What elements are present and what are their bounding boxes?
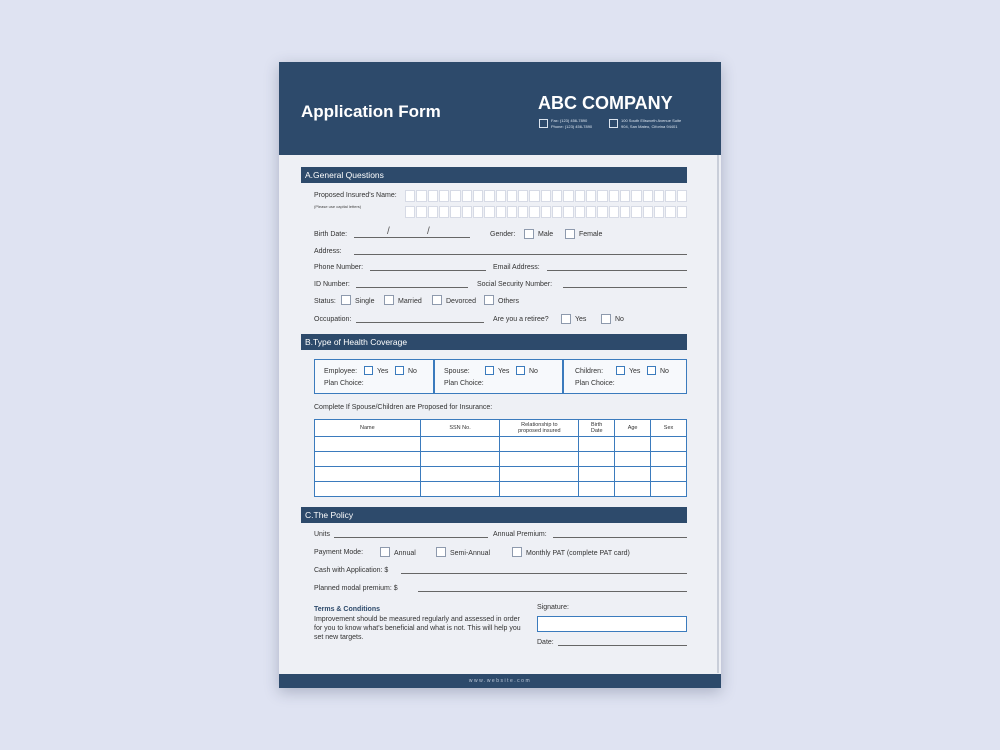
date-separator: /: [387, 226, 390, 237]
retiree-yes-option: Yes: [575, 316, 587, 323]
date-field[interactable]: [558, 645, 687, 646]
email-label: Email Address:: [493, 264, 540, 271]
divorced-checkbox[interactable]: [432, 295, 442, 305]
married-option: Married: [398, 298, 422, 305]
signature-label: Signature:: [537, 604, 569, 611]
table-cell[interactable]: [579, 467, 615, 482]
table-cell[interactable]: [420, 467, 500, 482]
table-cell[interactable]: [615, 437, 651, 452]
column-birth-date: [579, 420, 615, 437]
relationship-line-1: Relationship to: [521, 422, 558, 428]
single-option: Single: [355, 298, 375, 305]
monthly-pat-checkbox[interactable]: [512, 547, 522, 557]
employee-no-option: No: [408, 368, 417, 375]
section-b-title: B.Type of Health Coverage: [301, 334, 687, 350]
annual-premium-label: Annual Premium:: [493, 531, 547, 538]
units-field[interactable]: [334, 537, 488, 538]
contact-address: [621, 118, 681, 130]
employee-label: Employee:: [324, 368, 358, 375]
retiree-no-option: No: [615, 316, 624, 323]
column-age: Age: [615, 420, 651, 437]
terms-title: Terms & Conditions: [314, 606, 380, 613]
children-yes-checkbox[interactable]: [616, 366, 625, 375]
dependents-table-note: Complete If Spouse/Children are Proposed for Insurance:: [314, 404, 493, 411]
insured-name-grid-1[interactable]: [405, 190, 687, 202]
cash-with-application-label: Cash with Application: $: [314, 567, 389, 574]
table-cell[interactable]: [579, 482, 615, 497]
retiree-yes-checkbox[interactable]: [561, 314, 571, 324]
application-form-page: [279, 62, 721, 688]
planned-premium-label: Planned modal premium: $: [314, 585, 398, 592]
employee-coverage-box: [314, 359, 434, 394]
children-yes-option: Yes: [629, 368, 641, 375]
spouse-yes-checkbox[interactable]: [485, 366, 494, 375]
insured-name-label: Proposed Insured's Name:: [314, 192, 397, 199]
table-cell[interactable]: [651, 482, 687, 497]
building-icon: [609, 119, 618, 128]
date-label: Date:: [537, 639, 554, 646]
insured-name-grid-2[interactable]: [405, 206, 687, 218]
married-checkbox[interactable]: [384, 295, 394, 305]
table-cell[interactable]: [651, 437, 687, 452]
section-a-title: A.General Questions: [301, 167, 687, 183]
single-checkbox[interactable]: [341, 295, 351, 305]
table-cell[interactable]: [615, 452, 651, 467]
semi-annual-option: Semi-Annual: [450, 550, 491, 557]
occupation-field[interactable]: [356, 322, 484, 323]
birth-date-label: Birth Date:: [314, 231, 348, 238]
spouse-no-checkbox[interactable]: [516, 366, 525, 375]
table-cell[interactable]: [500, 437, 579, 452]
annual-checkbox[interactable]: [380, 547, 390, 557]
table-cell[interactable]: [420, 452, 500, 467]
table-header-row: [315, 420, 687, 437]
phone-number-label: Phone Number:: [314, 264, 364, 271]
table-row: [315, 452, 687, 467]
contact-phone: [551, 118, 592, 130]
monthly-pat-option: Monthly PAT (complete PAT card): [526, 550, 630, 557]
table-cell[interactable]: [579, 437, 615, 452]
male-option: Male: [538, 231, 554, 238]
id-number-label: ID Number:: [314, 281, 350, 288]
insured-name-hint: (Please use capital letters): [314, 204, 362, 209]
table-cell[interactable]: [315, 452, 421, 467]
table-cell[interactable]: [315, 482, 421, 497]
phone-icon: [539, 119, 548, 128]
address-line-2: 904, San Mateo, Ciforina 94401: [621, 124, 678, 129]
footer-website: www.website.com: [279, 674, 721, 688]
column-name: Name: [315, 420, 421, 437]
fax-text: Fax: (123) 456-7890: [551, 118, 588, 123]
table-row: [315, 437, 687, 452]
employee-plan-choice: Plan Choice:: [324, 380, 364, 387]
children-coverage-box: [563, 359, 687, 394]
status-label: Status:: [314, 298, 336, 305]
payment-mode-label: Payment Mode:: [314, 549, 364, 556]
occupation-label: Occupation:: [314, 316, 352, 323]
male-checkbox[interactable]: [524, 229, 534, 239]
form-header: [279, 62, 721, 155]
spouse-plan-choice: Plan Choice:: [444, 380, 484, 387]
table-cell[interactable]: [615, 467, 651, 482]
table-row: [315, 467, 687, 482]
form-title: Application Form: [301, 102, 441, 121]
employee-no-checkbox[interactable]: [395, 366, 404, 375]
dependents-table: [314, 419, 687, 497]
spouse-no-option: No: [529, 368, 538, 375]
semi-annual-checkbox[interactable]: [436, 547, 446, 557]
annual-premium-field[interactable]: [553, 537, 687, 538]
table-cell[interactable]: [651, 467, 687, 482]
female-option: Female: [579, 231, 603, 238]
column-ssn: SSN No.: [420, 420, 500, 437]
phone-text: Phone: (123) 456-7890: [551, 124, 593, 129]
retiree-no-checkbox[interactable]: [601, 314, 611, 324]
company-name: ABC COMPANY: [538, 93, 673, 113]
signature-field[interactable]: [537, 616, 687, 632]
section-c-title: C.The Policy: [301, 507, 687, 523]
address-field[interactable]: [354, 254, 687, 255]
date-separator: /: [427, 226, 430, 237]
children-label: Children:: [575, 368, 604, 375]
spouse-coverage-box: [434, 359, 563, 394]
table-cell[interactable]: [615, 482, 651, 497]
table-cell[interactable]: [500, 452, 579, 467]
table-cell[interactable]: [500, 467, 579, 482]
table-row: [315, 482, 687, 497]
others-checkbox[interactable]: [484, 295, 494, 305]
children-no-checkbox[interactable]: [647, 366, 656, 375]
spouse-label: Spouse:: [444, 368, 470, 375]
gender-label: Gender:: [490, 231, 516, 238]
birth-line-2: Date: [590, 428, 603, 434]
female-checkbox[interactable]: [565, 229, 575, 239]
phone-number-field[interactable]: [370, 270, 486, 271]
ssn-label: Social Security Number:: [477, 281, 553, 288]
birth-line-1: Birth: [591, 422, 603, 428]
terms-text: Improvement should be measured regularly and assessed in order for you to know what's beneficial and what is not. This will help you set new targets.: [314, 616, 521, 641]
units-label: Units: [314, 531, 330, 538]
email-field[interactable]: [547, 270, 687, 271]
ssn-field[interactable]: [563, 287, 687, 288]
table-cell[interactable]: [500, 482, 579, 497]
retiree-label: Are you a retiree?: [493, 316, 549, 323]
employee-yes-checkbox[interactable]: [364, 366, 373, 375]
cash-with-application-field[interactable]: [401, 573, 687, 574]
children-plan-choice: Plan Choice:: [575, 380, 615, 387]
id-number-field[interactable]: [356, 287, 468, 288]
children-no-option: No: [660, 368, 669, 375]
planned-premium-field[interactable]: [418, 591, 687, 592]
table-cell[interactable]: [315, 467, 421, 482]
relationship-line-2: proposed insured: [518, 428, 561, 434]
table-cell[interactable]: [315, 437, 421, 452]
column-relationship: [500, 420, 579, 437]
table-cell[interactable]: [651, 452, 687, 467]
table-cell[interactable]: [420, 482, 500, 497]
spouse-yes-option: Yes: [498, 368, 510, 375]
address-line-1: 100 South Ellsworth Avenue Suite: [621, 118, 682, 123]
column-sex: Sex: [651, 420, 687, 437]
others-option: Others: [498, 298, 520, 305]
table-cell[interactable]: [579, 452, 615, 467]
table-cell[interactable]: [420, 437, 500, 452]
employee-yes-option: Yes: [377, 368, 389, 375]
annual-option: Annual: [394, 550, 416, 557]
birth-date-field[interactable]: [354, 237, 470, 238]
address-label: Address:: [314, 248, 342, 255]
divorced-option: Devorced: [446, 298, 476, 305]
